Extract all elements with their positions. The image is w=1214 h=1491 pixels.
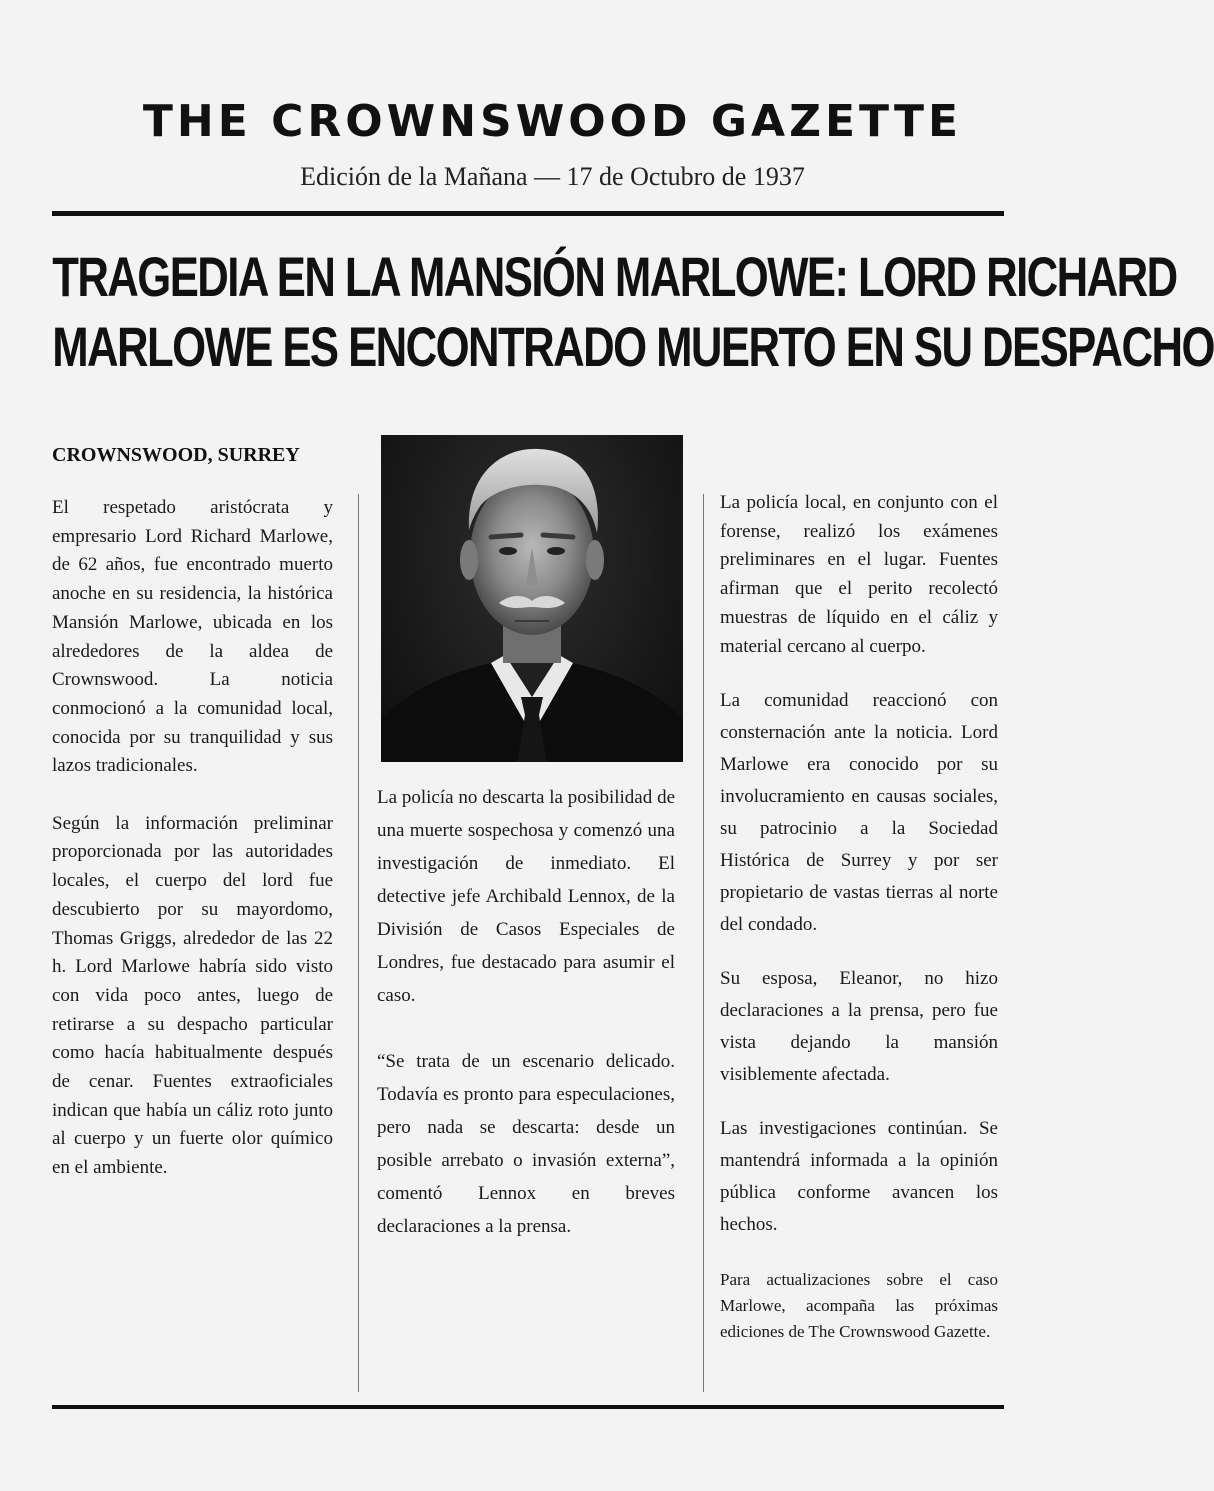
article-column-3 xyxy=(720,489,998,1345)
article-column-2 xyxy=(377,781,675,1243)
paragraph: “Se trata de un escenario delicado. Todavía es pronto para especulaciones, pero nada se descarta: desde un posible arrebato o invasión externa”, comentó Lennox en breves declaraciones a la prensa. xyxy=(377,1051,675,1237)
dateline: CROWNSWOOD, SURREY xyxy=(52,444,300,466)
headline-line-1: TRAGEDIA EN LA MANSIÓN MARLOWE: LORD RICHARD xyxy=(52,245,1177,308)
edition-line: Edición de la Mañana — 17 de Octubro de 1937 xyxy=(300,162,805,191)
paragraph: La comunidad reaccionó con consternación ante la noticia. Lord Marlowe era conocido por su involucramiento en causas sociales, su patrocinio a la Sociedad Histórica de Surrey y por ser propietario de vastas tierras al norte del condado. xyxy=(720,690,998,936)
paragraph: Su esposa, Eleanor, no hizo declaraciones a la prensa, pero fue vista dejando la mansión visiblemente afectada. xyxy=(720,968,998,1086)
paragraph: El respetado aristócrata y empresario Lord Richard Marlowe, de 62 años, fue encontrado muerto anoche en su residencia, la histórica Mansión Marlowe, ubicada en los alrededores de la aldea de Crownswood. La noticia conmocionó a la comunidad local, conocida por su tranquilidad y sus lazos tradicionales. xyxy=(52,497,333,777)
bottom-divider xyxy=(52,1405,1004,1409)
portrait-photo-icon xyxy=(381,435,683,762)
closing-note: Para actualizaciones sobre el caso Marlowe, acompaña las próximas ediciones de The Crownswood Gazette. xyxy=(720,1270,998,1341)
paragraph: Según la información preliminar proporcionada por las autoridades locales, el cuerpo del lord fue descubierto por su mayordomo, Thomas Griggs, alrededor de las 22 h. Lord Marlowe habría sido visto con vida poco antes, luego de retirarse a su despacho particular como hacía habitualmente después de cenar. Fuentes extraoficiales indican que había un cáliz roto junto al cuerpo y un fuerte olor químico en el ambiente. xyxy=(52,812,333,1179)
paragraph: Las investigaciones continúan. Se mantendrá informada a la opinión pública conforme avancen los hechos. xyxy=(720,1118,998,1236)
article-column-1 xyxy=(52,494,333,1183)
column-divider xyxy=(703,494,704,1392)
headline-line-2: MARLOWE ES ENCONTRADO MUERTO EN SU DESPACHO xyxy=(52,315,1214,378)
paragraph: La policía local, en conjunto con el forense, realizó los exámenes preliminares en el lugar. Fuentes afirman que el perito recolectó muestras de líquido en el cáliz y material cercano al cuerpo. xyxy=(720,492,998,657)
column-divider xyxy=(358,494,359,1392)
headline xyxy=(52,242,1214,382)
paragraph: La policía no descarta la posibilidad de una muerte sospechosa y comenzó una investigación de inmediato. El detective jefe Archibald Lennox, de la División de Casos Especiales de Londres, fue destacado para asumir el caso. xyxy=(377,787,675,1006)
portrait-illustration xyxy=(381,435,683,762)
newspaper-masthead: THE CROWNSWOOD GAZETTE xyxy=(142,96,963,147)
top-divider xyxy=(52,211,1004,216)
